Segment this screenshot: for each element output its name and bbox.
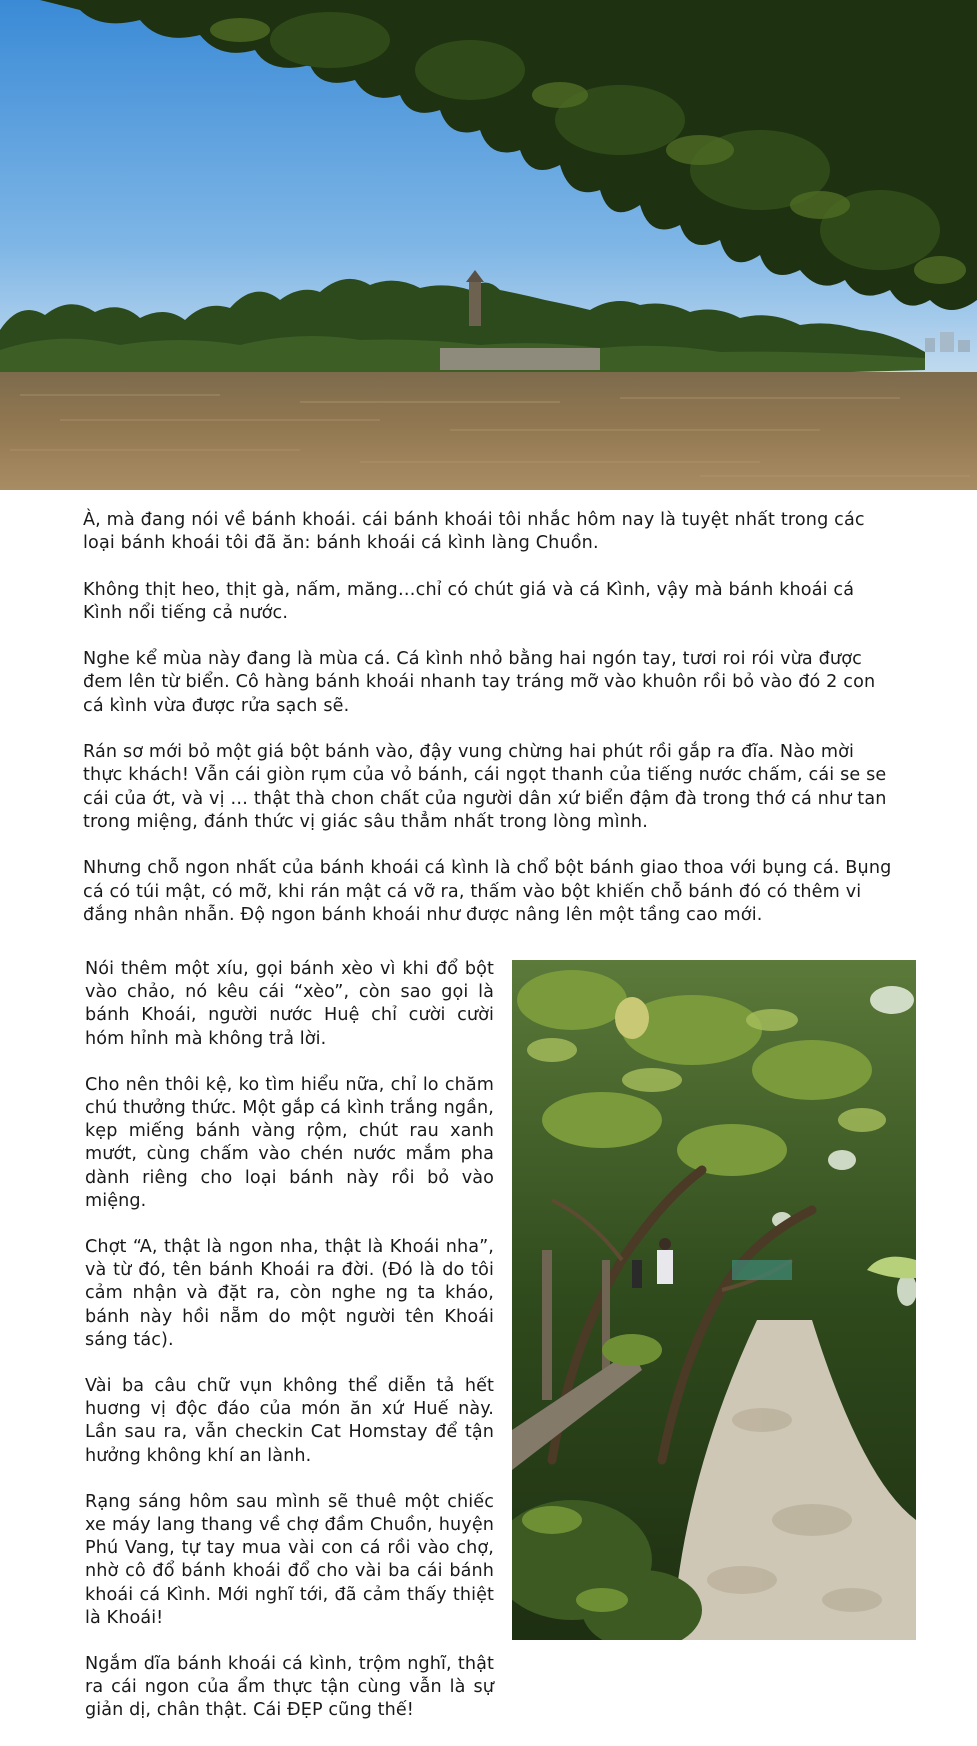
river-landscape-illustration bbox=[0, 0, 977, 490]
paragraph: Chợt “A, thật là ngon nha, thật là Khoái nha”, và từ đó, tên bánh Khoái ra đời. (Đó là do tôi cảm nhận và đặt ra, còn nghe ng ta kháo, bánh này hồi nẵm do một người tên Khoái sáng tác). bbox=[85, 1237, 494, 1350]
paragraph: À, mà đang nói về bánh khoái. cái bánh khoái tôi nhắc hôm nay là tuyệt nhất trong các loại bánh khoái tôi đã ăn: bánh khoái cá kình làng Chuồn. bbox=[83, 510, 865, 554]
hero-river-photo bbox=[0, 0, 977, 490]
paragraph: Ngắm dĩa bánh khoái cá kình, trộm nghĩ, thật ra cái ngon của ẩm thực tận cùng vẫn là sự giản dị, chân thật. Cái ĐẸP cũng thế! bbox=[85, 1654, 494, 1721]
paragraph: Rán sơ mới bỏ một giá bột bánh vào, đậy vung chừng hai phút rồi gắp ra đĩa. Nào mời thực khách! Vẫn cái giòn rụm của vỏ bánh, cái ngọt thanh của tiếng nước chấm, cái se se cái của ớt, và vị … thật thà chon chất của người dân xứ biển đậm đà trong thớ cá như tan trong miệng, đánh thức vị giác sâu thẳm nhất trong lòng mình. bbox=[83, 742, 887, 832]
paragraph: Vài ba câu chữ vụn không thể diễn tả hết huơng vị độc đáo của món ăn xứ Huế này. Lần sau ra, vẫn checkin Cat Homstay để tận hưởng không khí an lành. bbox=[85, 1376, 494, 1466]
garden-path-photo bbox=[512, 960, 916, 1640]
paragraph: Nhưng chỗ ngon nhất của bánh khoái cá kình là chổ bột bánh giao thoa với bụng cá. Bụng cá có túi mật, có mỡ, khi rán mật cá vỡ ra, thấm vào bột khiến chỗ bánh đó có thêm vi đắng nhân nhẫn. Độ ngon bánh khoái như được nâng lên một tầng cao mới. bbox=[83, 858, 892, 925]
garden-path-illustration bbox=[512, 960, 916, 1640]
paragraph: Rạng sáng hôm sau mình sẽ thuê một chiếc xe máy lang thang về chợ đầm Chuồn, huyện Phú Vang, tự tay mua vài con cá rồi vào chợ, nhờ cô đổ bánh khoái đổ cho vài ba cái bánh khoái cá Kình. Mới nghĩ tới, đã cảm thấy thiệt là Khoái! bbox=[85, 1491, 494, 1628]
article-column bbox=[85, 958, 494, 1746]
paragraph: Cho nên thôi kệ, ko tìm hiểu nữa, chỉ lo chăm chú thưởng thức. Một gắp cá kình trắng ngần, kẹp miếng bánh vàng rộm, chút rau xanh mướt, cùng chấm vào chén nước mắm pha dành riêng cho loại bánh này rồi bỏ vào miệng. bbox=[85, 1074, 494, 1211]
paragraph: Nghe kể mùa này đang là mùa cá. Cá kình nhỏ bằng hai ngón tay, tươi roi rói vừa được đem lên từ biển. Cô hàng bánh khoái nhanh tay tráng mỡ vào khuôn rồi bỏ vào đó 2 con cá kình vừa được rửa sạch sẽ. bbox=[83, 649, 876, 716]
paragraph: Không thịt heo, thịt gà, nấm, măng…chỉ có chút giá và cá Kình, vậy mà bánh khoái cá Kình nổi tiếng cả nước. bbox=[83, 579, 855, 623]
article-intro bbox=[83, 509, 892, 950]
paragraph: Nói thêm một xíu, gọi bánh xèo vì khi đổ bột vào chảo, nó kêu cái “xèo”, còn sao gọi là bánh Khoái, người nước Huệ chỉ cười cười hóm hỉnh mà không trả lời. bbox=[85, 959, 494, 1049]
